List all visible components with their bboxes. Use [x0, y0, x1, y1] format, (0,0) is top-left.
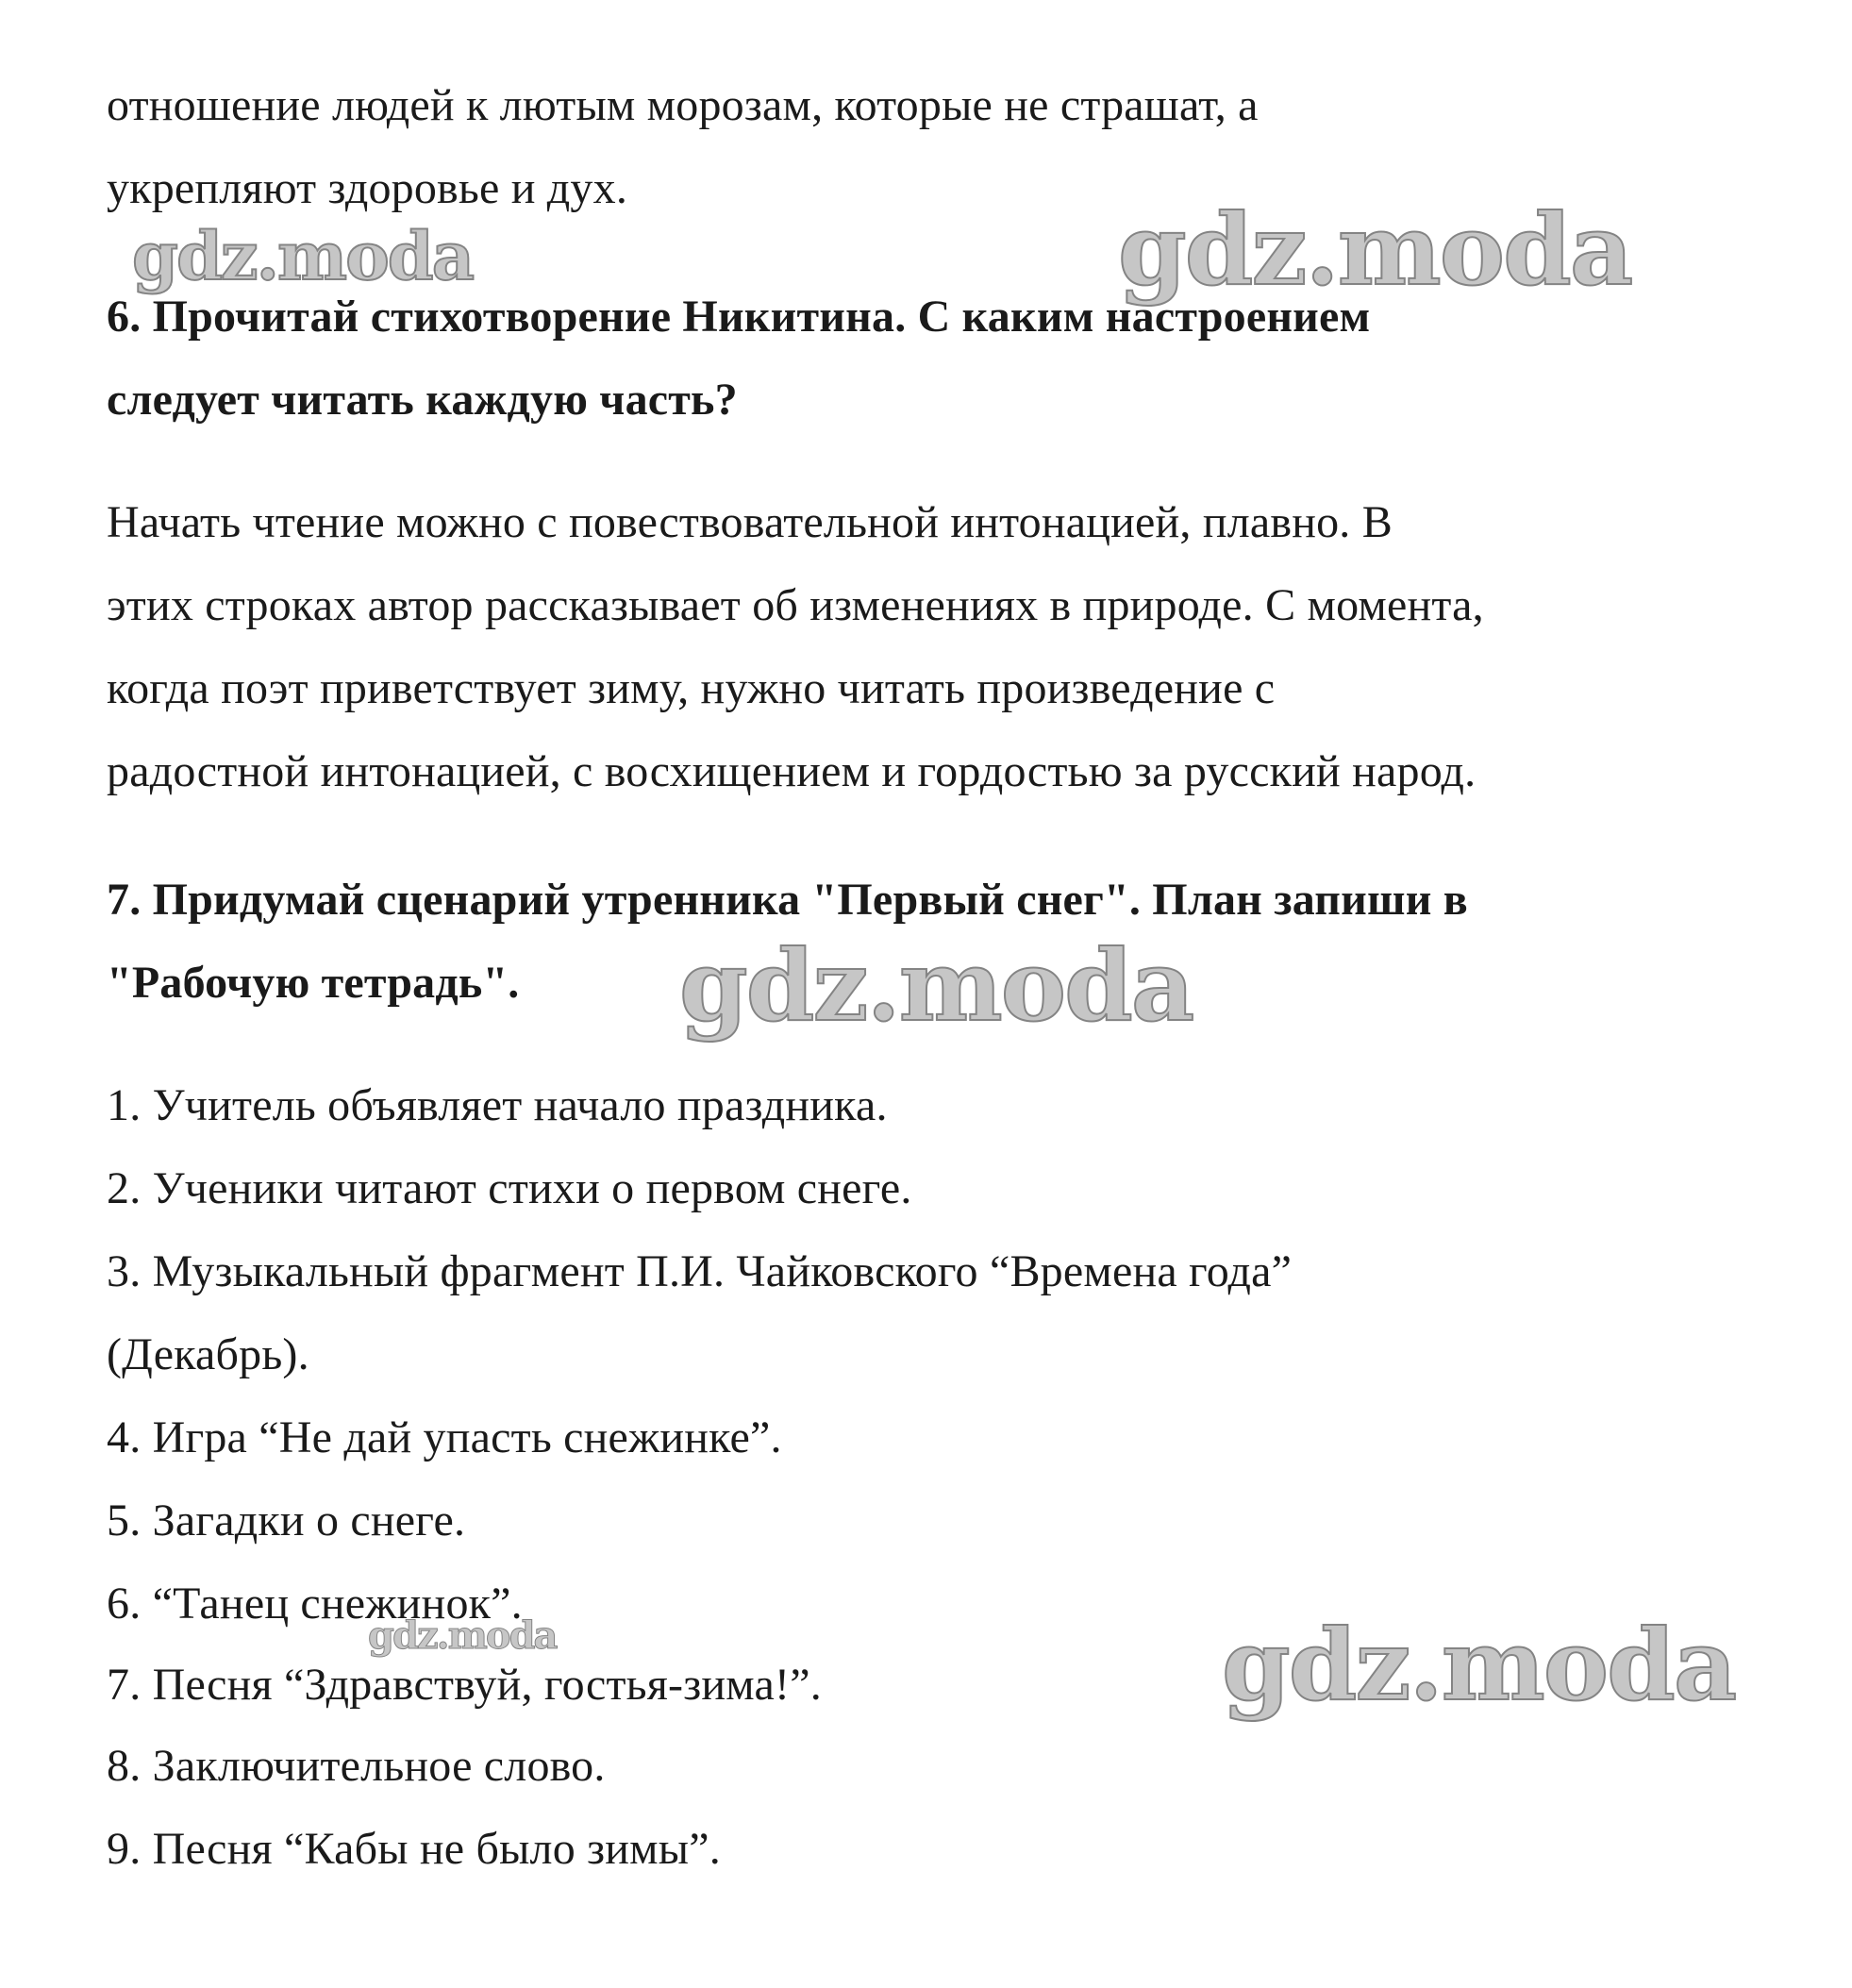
answer-6-line-4: радостной интонацией, с восхищением и гордостью за русский народ.: [107, 746, 1477, 796]
plan-item-6: 6. “Танец снежинок”.: [107, 1579, 523, 1629]
watermark-logo: gdz.moda: [132, 217, 474, 295]
plan-item-8: 8. Заключительное слово.: [107, 1741, 606, 1791]
plan-item-3: 3. Музыкальный фрагмент П.И. Чайковского “Времена года”: [107, 1246, 1293, 1296]
question-7-line-2: "Рабочую тетрадь".: [107, 958, 520, 1008]
question-6-line-1: 6. Прочитай стихотворение Никитина. С каким настроением: [107, 292, 1371, 342]
watermark-logo: gdz.moda: [1118, 192, 1632, 308]
intro-line-1: отношение людей к лютым морозам, которые не страшат, а: [107, 80, 1259, 130]
watermark-logo: gdz.moda: [368, 1613, 557, 1658]
question-7-line-1: 7. Придумай сценарий утренника "Первый снег". План запиши в: [107, 875, 1468, 925]
plan-item-1: 1. Учитель объявляет начало праздника.: [107, 1080, 888, 1130]
question-6-line-2: следует читать каждую часть?: [107, 375, 738, 425]
watermark-logo: gdz.moda: [679, 927, 1193, 1044]
watermark-logo: gdz.moda: [1222, 1607, 1736, 1723]
intro-line-2: укрепляют здоровье и дух.: [107, 163, 628, 213]
answer-6-line-1: Начать чтение можно с повествовательной интонацией, плавно. В: [107, 497, 1393, 547]
plan-item-3-continued: (Декабрь).: [107, 1329, 309, 1379]
plan-item-5: 5. Загадки о снеге.: [107, 1495, 466, 1545]
plan-item-2: 2. Ученики читают стихи о первом снеге.: [107, 1163, 912, 1213]
answer-6-line-3: когда поэт приветствует зиму, нужно читать произведение с: [107, 663, 1276, 713]
answer-6-line-2: этих строках автор рассказывает об изменениях в природе. С момента,: [107, 580, 1484, 630]
plan-item-4: 4. Игра “Не дай упасть снежинке”.: [107, 1412, 782, 1462]
plan-item-9: 9. Песня “Кабы не было зимы”.: [107, 1824, 721, 1874]
plan-item-7: 7. Песня “Здравствуй, гостья-зима!”.: [107, 1660, 822, 1710]
